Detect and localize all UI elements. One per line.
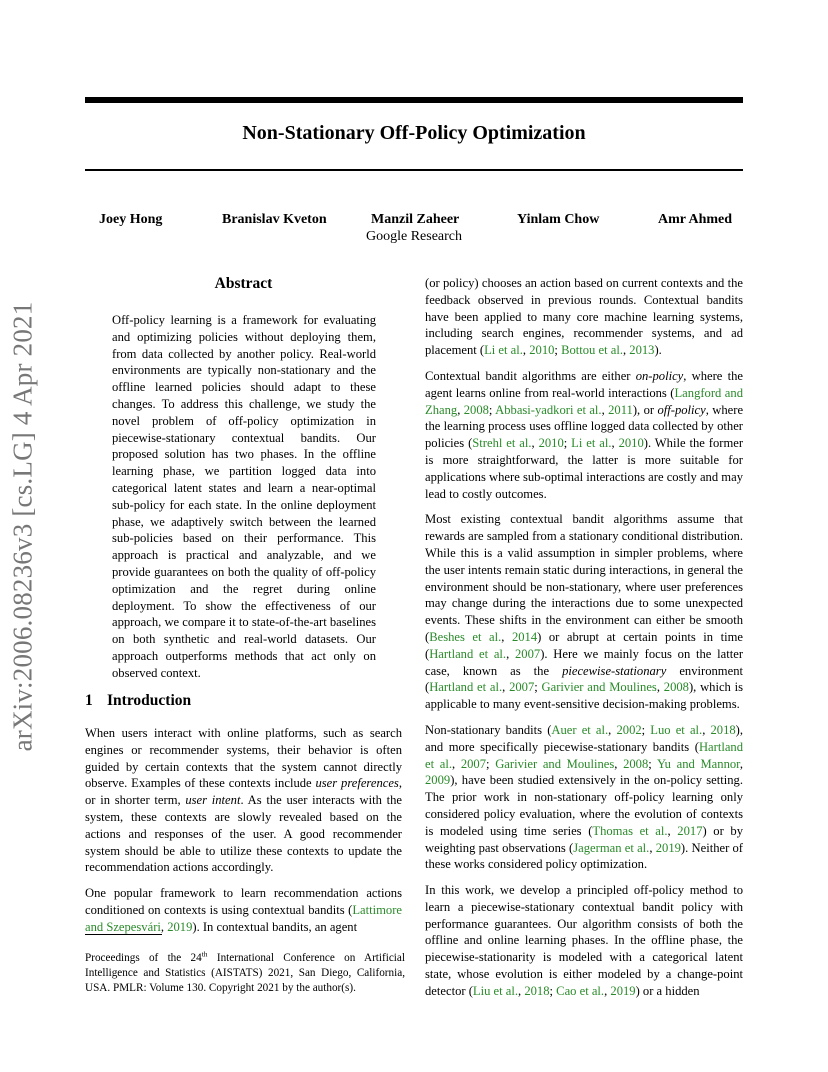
citation-link[interactable]: Hartland et al. [429,680,503,695]
text-run: , [604,983,611,998]
text-run: ) or by weighting past observations ( [425,823,743,855]
text-run: , where the learning process uses offline logged data collected by other policies ( [425,402,744,451]
author-name: Branislav Kveton [222,212,327,227]
footnote-text-end: International Conference on Artificial Intelligence and Statistics (AISTATS) 2021, San Diego, California, USA. PMLR: Volume 130. Copyright 2021 by the author(s). [85,952,405,995]
text-run: , [611,436,619,451]
text-run: . As the user interacts with the system, these contexts are slowly revealed based on the actions and responses of the user. A good recommender system should be able to utilize these contexts to update the recommendation actions accordingly. [85,793,403,875]
proceedings-footnote [85,951,405,997]
right-column [425,275,743,1000]
citation-link[interactable]: Bottou et al. [561,343,623,358]
text-run: ), have been studied extensively in the on-policy setting. The prior work in non-stationary off-policy learning only considered policy evaluation, where the evolution of contexts is modeled using time series ( [425,773,743,838]
text-run: Non-stationary bandits ( [425,722,552,737]
intro-paragraph [85,725,402,876]
text-run: ; [563,436,572,451]
citation-link[interactable]: Lattimore and Szepesvári [85,902,402,934]
citation-link[interactable]: Luo et al. [650,722,703,737]
text-run: ). Here we mainly focus on the latter case, known as the [425,646,744,678]
body-paragraph [425,882,743,1000]
citation-link[interactable]: 2010 [529,343,555,358]
emphasized-text: on-policy [635,368,684,383]
citation-link[interactable]: 2010 [538,436,564,451]
text-run: , [601,402,609,417]
body-paragraph [425,368,743,502]
emphasized-text: off-policy [657,402,706,417]
citation-link[interactable]: 2019 [610,983,636,998]
text-run: , [622,343,630,358]
citation-link[interactable]: 2019 [655,840,681,855]
text-run: ). Neither of these works considered policy optimization. [425,840,744,872]
author-name: Amr Ahmed [658,212,733,227]
citation-link[interactable]: 2013 [629,343,655,358]
text-run: , [614,756,624,771]
body-paragraph [425,275,743,359]
arxiv-id-text: arXiv:2006.08236v3 [cs.LG] 4 Apr 2021 [7,301,38,751]
text-run: ; [488,402,496,417]
text-run: ) or a hidden [635,983,700,998]
footnote-text-start: Proceedings of the 24 [85,952,202,964]
author-name: Yinlam Chow [517,212,600,227]
citation-link[interactable]: 2017 [677,823,703,838]
intro-left-column [85,725,402,936]
citation-link[interactable]: Beshes et al. [429,629,502,644]
title-top-rule [85,97,743,103]
text-run: , or in shorter term, [85,776,402,808]
citation-link[interactable]: Hartland et al. [425,739,743,771]
text-run: , [531,436,539,451]
author-name: Joey Hong [99,212,163,227]
text-run: , [667,823,678,838]
paper-title: Non-Stationary Off-Policy Optimization [242,122,586,144]
citation-link[interactable]: Auer et al. [551,722,609,737]
text-run: When users interact with online platforms, such as search engines or recommender systems, their behavior is often guided by certain contexts that the system cannot directly observe. Examples of these contexts include [85,726,402,791]
text-run: , [739,756,744,771]
citation-link[interactable]: 2011 [608,402,633,417]
body-paragraph [425,722,743,873]
title-bottom-rule [85,169,743,171]
citation-link[interactable]: Jagerman et al. [573,840,650,855]
citation-link[interactable]: Yu and Mannor [656,756,740,771]
citation-link[interactable]: 2018 [524,983,550,998]
text-run: , [452,756,461,771]
citation-link[interactable]: 2002 [616,722,642,737]
text-run: ; [641,722,651,737]
text-run: ) or abrupt at certain points in time ( [425,629,743,661]
citation-link[interactable]: Abbasi-yadkori et al. [495,402,602,417]
text-run: ; [554,343,562,358]
citation-link[interactable]: Garivier and Moulines [541,680,657,695]
emphasized-text: user intent [185,793,241,808]
text-run: Contextual bandit algorithms are either [425,368,636,383]
citation-link[interactable]: Strehl et al. [472,436,532,451]
citation-link[interactable]: 2008 [663,680,689,695]
citation-link[interactable]: Li et al. [571,436,612,451]
text-run: ), and more specifically piecewise-stationary bandits ( [425,722,744,754]
text-run: , [502,680,510,695]
text-run: ), or [632,402,658,417]
text-run: environment ( [425,663,743,695]
text-run: ; [549,983,557,998]
text-run: , [506,646,515,661]
citation-link[interactable]: Hartland et al. [429,646,507,661]
text-run: ), which is applicable to many event-sensitive decision-making problems. [425,680,744,712]
text-run: , [518,983,525,998]
section-number: 1 [85,692,93,709]
citation-link[interactable]: 2010 [618,436,644,451]
text-run: , [608,722,617,737]
text-run: , [457,402,464,417]
text-run: ). While the former is more straightforward, the latter is more suitable for applications where sub-optimal interactions are costly and may lead to costly outcomes. [425,436,744,501]
section-heading [85,692,191,710]
emphasized-text: user preferences [315,776,399,791]
citation-link[interactable]: Liu et al. [472,983,519,998]
text-run: ). [654,343,662,358]
author-name: Manzil Zaheer [371,212,460,227]
citation-link[interactable]: Cao et al. [556,983,605,998]
text-run: ; [648,756,657,771]
citation-link[interactable]: Langford and Zhang [425,385,743,417]
text-run: ; [486,756,496,771]
intro-paragraph [85,885,402,935]
footnote-superscript: th [201,949,208,959]
section-title: Introduction [107,692,192,709]
arxiv-identifier [5,296,41,756]
body-paragraph [425,511,743,713]
text-run: , [501,629,512,644]
citation-link[interactable]: 2009 [425,773,451,788]
citation-link[interactable]: 2008 [463,402,489,417]
text-run: One popular framework to learn recommendation actions conditioned on contexts is using contextual bandits ( [85,886,402,917]
citation-link[interactable]: 2007 [460,756,487,771]
text-run: ). In contextual bandits, an agent [192,919,358,934]
citation-link[interactable]: 2007 [515,646,541,661]
citation-link[interactable]: Li et al. [484,343,523,358]
emphasized-text: piecewise-stationary [562,663,667,678]
text-run: Most existing contextual bandit algorithms assume that rewards are sampled from a stationary conditional distribution. While this is a valid assumption in simpler problems, where the user intents remain static during interactions, in general the environment should be non-stationary, where user preferences may change during the interactions due to some unexpected events. These shifts in the environment can either be smooth ( [425,512,743,644]
citation-link[interactable]: 2018 [710,722,736,737]
text-run: (or policy) chooses an action based on current contexts and the feedback observed in previous rounds. Contextual bandits have been applied to many core machine learning systems, including search engines, recommender systems, and ad placement ( [425,276,743,358]
citation-link[interactable]: 2007 [509,680,535,695]
text-run: , [702,722,711,737]
text-run: , [649,840,656,855]
author-affiliation: Google Research [365,229,463,244]
text-run: ; [534,680,542,695]
citation-link[interactable]: 2019 [167,919,193,934]
abstract-body: Off-policy learning is a framework for evaluating and optimizing policies without deploying them, from data collected by another policy. Real-world environments are typically non-stationary and the offline learned policies should adapt to these changes. To address this challenge, we study the novel problem of off-policy optimization in piecewise-stationary contextual bandits. Our proposed solution has two phases. In the offline learning phase, we partition logged data into categorical latent states and learn a near-optimal sub-policy for each state. In the online deployment phase, we adaptively switch between the learned sub-policies based on their performance. This approach is practical and analyzable, and we provide guarantees on both the quality of off-policy optimization and the regret during online deployment. To show the effectiveness of our approach, we compare it to state-of-the-art baselines on both synthetic and real-world datasets. Our approach outperforms methods that act only on observed context. [112,313,377,680]
text-run: , [656,680,664,695]
citation-link[interactable]: 2014 [511,629,538,644]
text-run: , where the agent learns online from real-world interactions ( [425,368,743,400]
citation-link[interactable]: Garivier and Moulines [495,756,615,771]
abstract-heading: Abstract [214,275,273,292]
citation-link[interactable]: 2008 [623,756,649,771]
footnote-rule [85,934,162,935]
text-run: , [160,919,168,934]
citation-link[interactable]: Thomas et al. [592,823,668,838]
text-run: , [522,343,530,358]
text-run: In this work, we develop a principled off-policy method to learn a piecewise-stationary contextual bandit policy with performance guarantees. Our algorithm consists of both the offline and online learning phases. In the offline phase, the piecewise-stationarity is modeled with a categorical latent state, whose evolution is either modeled by a change-point detector ( [425,883,743,998]
